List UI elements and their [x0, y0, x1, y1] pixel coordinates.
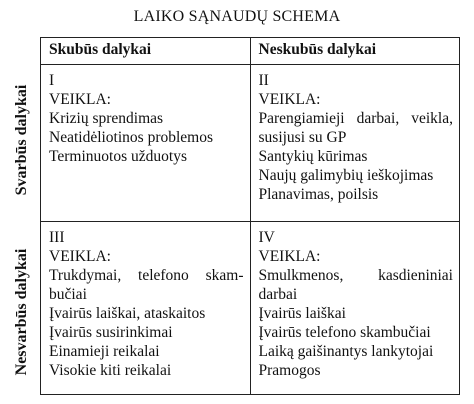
quadrant-activity-label: VEIKLA: — [258, 91, 321, 108]
quadrant-4 — [250, 222, 460, 395]
quadrant-item: Terminuotos užduotys — [49, 148, 187, 165]
quadrant-item: Trukdymai, telefono skam- — [49, 267, 244, 284]
column-header-urgent: Skubūs dalykai — [41, 38, 251, 65]
quadrant-activity-label: VEIKLA: — [49, 248, 111, 265]
quadrant-activity-label: VEIKLA: — [49, 91, 111, 108]
quadrant-3 — [41, 222, 251, 395]
quadrant-item: Einamieji reikalai — [49, 343, 160, 360]
quadrant-item: Santykių kūrimas — [258, 148, 368, 165]
diagram-title: LAIKO SĄNAUDŲ SCHEMA — [133, 8, 341, 25]
quadrant-number: II — [258, 72, 269, 89]
quadrant-item: Įvairūs laiškai — [258, 305, 346, 322]
quadrant-item: Laiką gaišinantys lankytojai — [258, 343, 434, 360]
quadrant-item: Pramogos — [258, 362, 321, 379]
quadrant-item: Neatidėliotinos problemos — [49, 129, 214, 146]
quadrant-item: Įvairūs susirinkimai — [49, 324, 173, 341]
quadrant-number: I — [49, 72, 55, 89]
quadrant-item: Parengiamieji darbai, veikla, — [258, 110, 453, 127]
quadrant-item: susijusi su GP — [258, 129, 347, 146]
quadrant-item: Smulkmenos, kasdieniniai — [258, 267, 453, 284]
quadrant-activity-label: VEIKLA: — [258, 248, 321, 265]
quadrant-1 — [41, 65, 251, 222]
quadrant-number: IV — [258, 229, 275, 246]
time-matrix — [40, 37, 460, 395]
quadrant-item: bučiai — [49, 286, 87, 303]
quadrant-item: Įvairūs laiškai, ataskaitos — [49, 305, 206, 322]
quadrant-number: III — [49, 229, 65, 246]
quadrant-item: Krizių sprendimas — [49, 110, 164, 127]
quadrant-item: Visokie kiti reikalai — [49, 362, 172, 379]
quadrant-item: darbai — [258, 286, 298, 303]
quadrant-item: Naujų galimybių ieškojimas — [258, 167, 434, 184]
row-label-unimportant: Nesvarbūs dalykai — [13, 248, 30, 376]
quadrant-item: Įvairūs telefono skambučiai — [258, 324, 431, 341]
quadrant-item: Planavimas, poilsis — [258, 186, 379, 203]
column-header-not-urgent: Neskubūs dalykai — [250, 38, 460, 65]
quadrant-2 — [250, 65, 460, 222]
row-label-important: Svarbūs dalykai — [13, 84, 30, 196]
